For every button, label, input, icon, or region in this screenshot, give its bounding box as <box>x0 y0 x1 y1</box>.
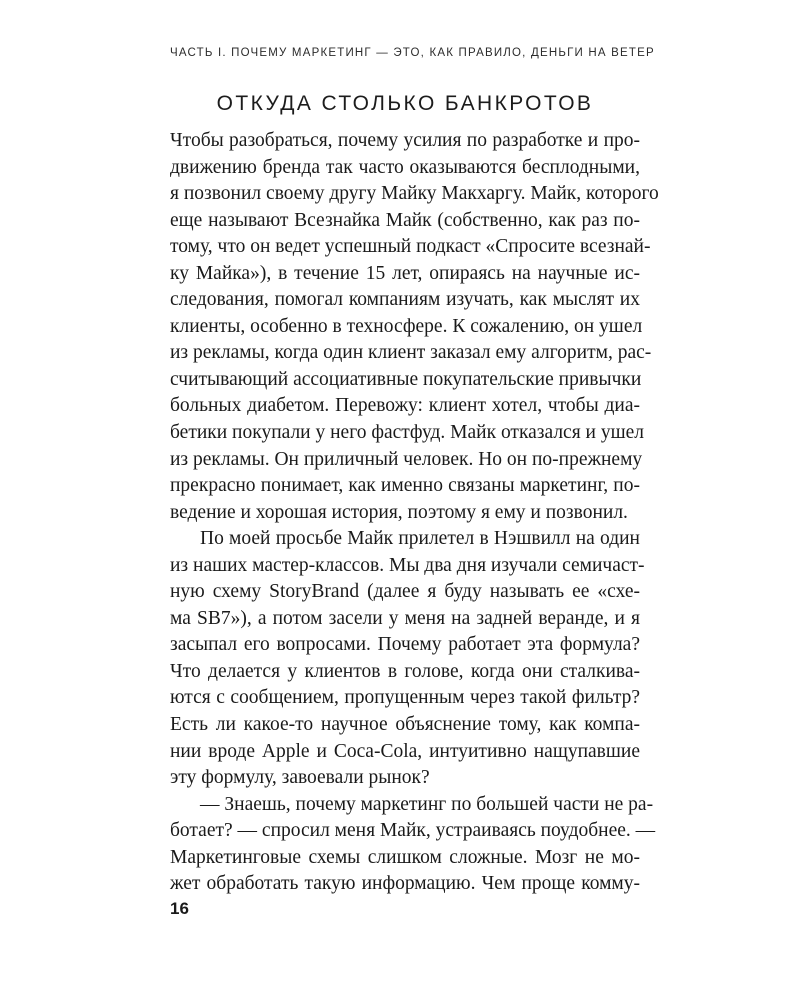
text-line: считывающий ассоциативные покупательские привычки <box>170 368 642 390</box>
text-line: Маркетинговые схемы слишком сложные. Мозг не мо- <box>170 846 640 868</box>
text-line: засыпал его вопросами. Почему работает эта формула? <box>170 634 640 656</box>
body-text <box>170 128 659 898</box>
text-line: из рекламы. Он приличный человек. Но он по-прежнему <box>170 448 643 470</box>
text-line: нии вроде Apple и Coca-Cola, интуитивно нащупавшие <box>170 740 640 762</box>
text-line: движению бренда так часто оказываются бесплодными, <box>170 156 640 178</box>
text-line: ются с сообщением, пропущенным через такой фильтр? <box>170 687 640 709</box>
text-line: По моей просьбе Майк прилетел в Нэшвилл на один <box>200 528 640 550</box>
text-line: бетики покупали у него фастфуд. Майк отказался и ушел <box>170 422 645 444</box>
text-line: я позвонил своему другу Майку Макхаргу. Майк, которого <box>170 183 659 205</box>
text-line: Есть ли какое-то научное объяснение тому, как компа- <box>170 714 640 736</box>
text-line: следования, помогал компаниям изучать, как мыслят их <box>170 289 640 311</box>
text-line: эту формулу, завоевали рынок? <box>170 767 430 789</box>
text-line: Чтобы разобраться, почему усилия по разработке и про- <box>170 130 640 151</box>
text-line: жет обработать такую информацию. Чем проще комму- <box>170 873 640 895</box>
section-title: ОТКУДА СТОЛЬКО БАНКРОТОВ <box>216 92 594 115</box>
text-line: ку Майка»), в течение 15 лет, опираясь на научные ис- <box>170 262 640 284</box>
page-number: 16 <box>170 899 189 918</box>
text-line: из рекламы, когда один клиент заказал ему алгоритм, рас- <box>170 342 652 364</box>
text-line: Что делается у клиентов в голове, когда они сталкива- <box>170 660 640 682</box>
text-line: ную схему StoryBrand (далее я буду называть ее «схе- <box>170 581 640 603</box>
text-line: из наших мастер-классов. Мы два дня изучали семичаст- <box>170 554 645 576</box>
text-line: больных диабетом. Перевожу: клиент хотел, чтобы диа- <box>170 395 640 417</box>
text-line: прекрасно понимает, как именно связаны маркетинг, по- <box>170 475 640 497</box>
text-line: — Знаешь, почему маркетинг по большей части не ра- <box>200 793 654 815</box>
text-line: ведение и хорошая история, поэтому я ему и позвонил. <box>170 501 628 523</box>
text-line: ботает? — спросил меня Майк, устраиваясь поудобнее. — <box>170 820 656 842</box>
text-line: клиенты, особенно в техносфере. К сожалению, он ушел <box>170 315 643 337</box>
text-line: еще называют Всезнайка Майк (собственно, как раз по- <box>170 209 640 231</box>
text-line: тому, что он ведет успешный подкаст «Спросите всезнай- <box>170 236 651 258</box>
running-head: ЧАСТЬ I. ПОЧЕМУ МАРКЕТИНГ — ЭТО, КАК ПРАВИЛО, ДЕНЬГИ НА ВЕТЕР <box>170 47 655 59</box>
text-line: ма SB7»), а потом засели у меня на задней веранде, и я <box>170 607 640 629</box>
